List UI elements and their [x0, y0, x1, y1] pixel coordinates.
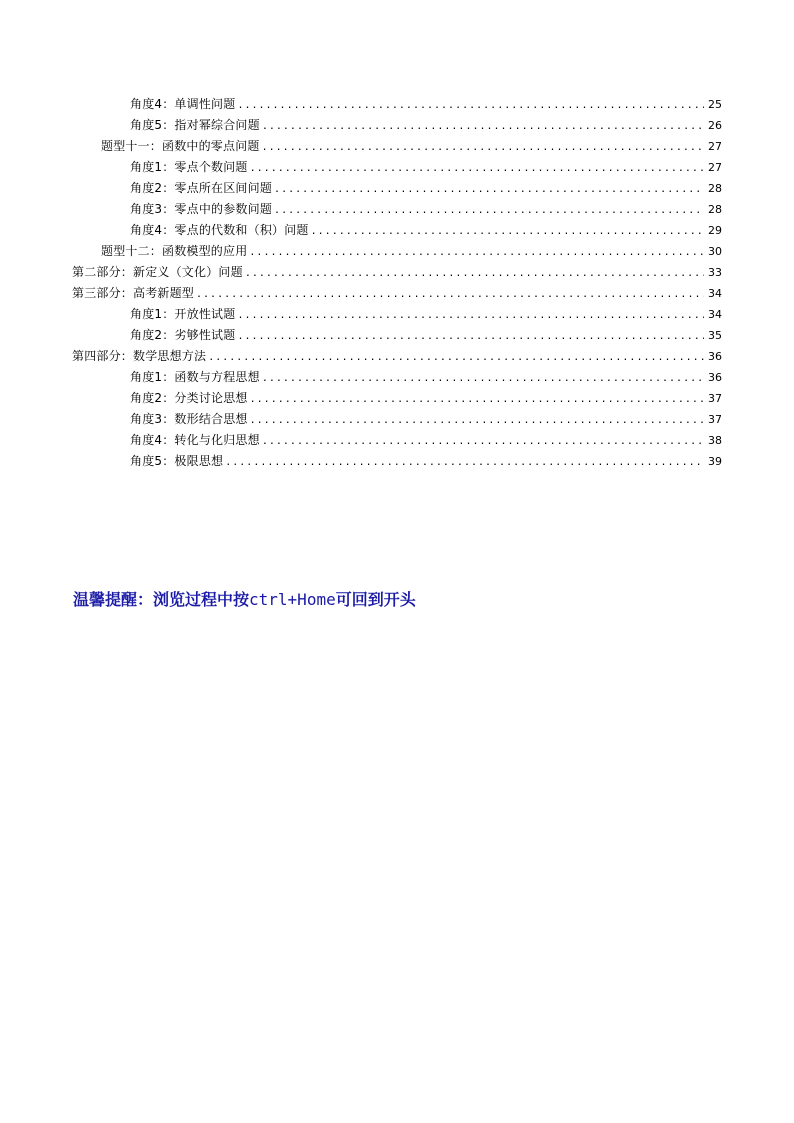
toc-entry-title: 角度1：开放性试题	[130, 307, 236, 321]
toc-entry-title: 角度4：单调性问题	[130, 97, 236, 111]
toc-entry[interactable]	[72, 115, 722, 136]
toc-entry-title: 题型十二：函数模型的应用	[101, 244, 248, 258]
table-of-contents	[72, 94, 722, 472]
toc-entry-title: 角度2：零点所在区间问题	[130, 181, 273, 195]
toc-page-number: 28	[708, 203, 722, 216]
toc-dot-leader	[262, 368, 704, 389]
reminder-suffix: 可回到开头	[335, 590, 416, 609]
toc-entry[interactable]	[72, 346, 722, 367]
toc-entry-title: 角度3：数形结合思想	[130, 412, 248, 426]
toc-page-number: 30	[708, 245, 722, 258]
toc-page-number: 36	[708, 371, 722, 384]
toc-dot-leader	[249, 242, 704, 263]
toc-entry-title: 第四部分：数学思想方法	[72, 349, 207, 363]
toc-page-number: 26	[708, 119, 722, 132]
toc-page-number: 33	[708, 266, 722, 279]
toc-entry[interactable]	[72, 178, 722, 199]
toc-entry[interactable]	[72, 325, 722, 346]
toc-entry-title: 角度4：转化与化归思想	[130, 433, 260, 447]
toc-entry[interactable]	[72, 283, 722, 304]
toc-page-number: 39	[708, 455, 722, 468]
toc-entry[interactable]	[72, 430, 722, 451]
toc-page-number: 37	[708, 392, 722, 405]
toc-entry[interactable]	[72, 409, 722, 430]
toc-dot-leader	[250, 410, 704, 431]
toc-dot-leader	[237, 326, 704, 347]
toc-entry-title: 第三部分：高考新题型	[72, 286, 195, 300]
toc-page-number: 27	[708, 140, 722, 153]
toc-entry[interactable]	[72, 157, 722, 178]
toc-dot-leader	[237, 95, 704, 116]
toc-entry[interactable]	[72, 304, 722, 325]
toc-page-number: 28	[708, 182, 722, 195]
toc-dot-leader	[250, 389, 704, 410]
toc-entry-title: 角度1：函数与方程思想	[130, 370, 260, 384]
toc-entry[interactable]	[72, 388, 722, 409]
toc-dot-leader	[262, 116, 704, 137]
reminder-shortcut: ctrl+Home	[249, 590, 336, 609]
toc-dot-leader	[196, 284, 704, 305]
toc-page-number: 38	[708, 434, 722, 447]
toc-entry[interactable]	[72, 94, 722, 115]
toc-page-number: 35	[708, 329, 722, 342]
toc-page-number: 27	[708, 161, 722, 174]
toc-dot-leader	[245, 263, 704, 284]
toc-entry-title: 角度2：分类讨论思想	[130, 391, 248, 405]
toc-dot-leader	[274, 179, 704, 200]
toc-page-number: 34	[708, 287, 722, 300]
toc-entry-title: 题型十一：函数中的零点问题	[101, 139, 260, 153]
toc-entry[interactable]	[72, 451, 722, 472]
toc-page-number: 34	[708, 308, 722, 321]
toc-dot-leader	[311, 221, 704, 242]
toc-dot-leader	[250, 158, 704, 179]
toc-page-number: 36	[708, 350, 722, 363]
toc-page-number: 37	[708, 413, 722, 426]
toc-entry[interactable]	[72, 199, 722, 220]
toc-entry-title: 第二部分：新定义（文化）问题	[72, 265, 243, 279]
toc-entry[interactable]	[72, 262, 722, 283]
toc-dot-leader	[262, 431, 704, 452]
toc-entry-title: 角度2：劣够性试题	[130, 328, 236, 342]
reminder-prefix: 温馨提醒：浏览过程中按	[73, 590, 250, 609]
toc-dot-leader	[262, 137, 704, 158]
toc-entry-title: 角度5：指对幂综合问题	[130, 118, 260, 132]
toc-entry[interactable]	[72, 136, 722, 157]
toc-entry[interactable]	[72, 241, 722, 262]
toc-dot-leader	[237, 305, 704, 326]
toc-dot-leader	[274, 200, 704, 221]
toc-page-number: 29	[708, 224, 722, 237]
toc-entry-title: 角度1：零点个数问题	[130, 160, 248, 174]
toc-dot-leader	[225, 452, 704, 473]
toc-entry[interactable]	[72, 220, 722, 241]
toc-entry-title: 角度4：零点的代数和（积）问题	[130, 223, 309, 237]
toc-entry[interactable]	[72, 367, 722, 388]
toc-page-number: 25	[708, 98, 722, 111]
toc-dot-leader	[208, 347, 704, 368]
toc-entry-title: 角度5：极限思想	[130, 454, 224, 468]
toc-entry-title: 角度3：零点中的参数问题	[130, 202, 273, 216]
reminder-note	[73, 587, 416, 610]
